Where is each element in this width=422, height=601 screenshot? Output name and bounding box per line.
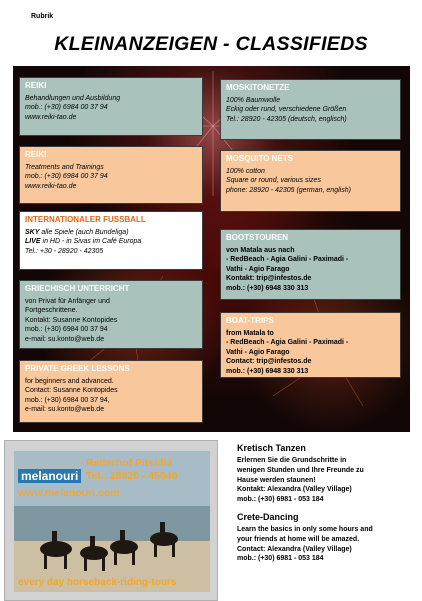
ad-greek-de-title: GRIECHISCH UNTERRICHT bbox=[25, 284, 130, 293]
ad-football-line1: alle Spiele (auch Bundeliga) bbox=[39, 228, 129, 236]
horse-riding-ad bbox=[4, 440, 218, 601]
ad-football-sky: SKY bbox=[25, 228, 40, 236]
ad-dance-de-line3: Hause werden staunen! bbox=[237, 476, 316, 484]
ad-dance-de bbox=[237, 442, 417, 505]
ad-dance-en bbox=[237, 511, 417, 564]
ad-boat-en-contact: Contact: trip@infestos.de bbox=[226, 358, 312, 366]
ad-boat-en-title: BOAT-TRIPS bbox=[226, 316, 274, 325]
ad-boat-de-title: BOOTSTOUREN bbox=[226, 233, 289, 242]
ad-dance-en-line1: Learn the basics in only some hours and bbox=[237, 526, 373, 534]
ad-mosquito-de-line2: Eckig oder rund, verschiedene Größen bbox=[226, 106, 347, 114]
ad-dance-de-line1: Erlernen Sie die Grundschritte in bbox=[237, 457, 347, 465]
ad-reiki-en bbox=[19, 146, 203, 204]
ad-dance-de-line2: wenigen Stunden und Ihre Freunde zu bbox=[237, 467, 364, 475]
ad-football bbox=[19, 211, 203, 270]
ad-greek-en-email: e-mail: su.konto@web.de bbox=[25, 406, 105, 414]
ad-greek-en bbox=[19, 360, 203, 423]
ad-greek-en-line1: for beginners and advanced. bbox=[25, 377, 114, 385]
ad-boat-en-line2: - RedBeach - Agia Galini - Paximadi - bbox=[226, 339, 349, 347]
ad-mosquito-en bbox=[220, 150, 401, 212]
ad-boat-en-line1: from Matala to bbox=[226, 329, 274, 337]
ad-greek-de-line1: von Privat für Anfänger und bbox=[25, 297, 110, 305]
ad-football-live: LIVE bbox=[25, 238, 41, 246]
ad-mosquito-en-line1: 100% cotton bbox=[226, 167, 265, 175]
ad-dance-en-phone: mob.: (+30) 6981 - 053 184 bbox=[237, 555, 324, 563]
ad-reiki-de-line1: Behandlungen und Ausbildung bbox=[25, 94, 121, 102]
horse-farm-name: Reiterhof Pitsidia bbox=[86, 457, 173, 469]
ad-mosquito-en-title: MOSQUITO NETS bbox=[226, 154, 293, 163]
ad-mosquito-de-title: MOSKITONETZE bbox=[226, 83, 290, 92]
ad-greek-de-line2: Fortgeschrittene. bbox=[25, 307, 78, 315]
ad-reiki-en-title: REIKI bbox=[25, 150, 47, 159]
ad-boat-de-line1: von Matala aus nach bbox=[226, 246, 295, 254]
ad-greek-de-contact: Kontakt: Susanne Kontopides bbox=[25, 316, 118, 324]
ad-boat-de-contact: Kontakt: trip@infestos.de bbox=[226, 275, 312, 283]
ad-boat-de bbox=[220, 229, 401, 300]
rubrik-label: Rubrik bbox=[31, 13, 54, 20]
ad-dance-de-title: Kretisch Tanzen bbox=[237, 443, 306, 453]
ad-mosquito-de bbox=[220, 79, 401, 140]
ad-dance-de-contact: Kontakt: Alexandra (Valley Village) bbox=[237, 486, 352, 494]
horse-brand-logo: melanouri bbox=[18, 469, 81, 483]
ad-boat-de-line2: - RedBeach - Agia Galini - Paximadi - bbox=[226, 256, 349, 264]
ad-greek-en-title: PRIVATE GREEK LESSONS bbox=[25, 364, 130, 373]
ad-reiki-en-web: www.reiki-tao.de bbox=[25, 182, 77, 190]
ad-boat-de-phone: mob.: (+30) 6948 330 313 bbox=[226, 284, 309, 292]
ad-reiki-de-phone: mob.: (+30) 6984 00 37 94 bbox=[25, 104, 108, 112]
ad-greek-en-phone: mob.: (+30) 6984 00 37 94, bbox=[25, 396, 110, 404]
ad-reiki-en-line1: Treatments and Trainings bbox=[25, 163, 104, 171]
ad-boat-en-phone: mob.: (+30) 6948 330 313 bbox=[226, 367, 309, 375]
page-title: KLEINANZEIGEN - CLASSIFIEDS bbox=[54, 33, 368, 55]
ad-reiki-en-phone: mob.: (+30) 6984 00 37 94 bbox=[25, 173, 108, 181]
horse-photo bbox=[14, 451, 210, 592]
ad-mosquito-de-line1: 100% Baumwolle bbox=[226, 96, 281, 104]
ad-dance-en-title: Crete-Dancing bbox=[237, 512, 299, 522]
ad-greek-de-phone: mob.: (+30) 6984 00 37 94 bbox=[25, 326, 108, 334]
ad-greek-de bbox=[19, 280, 203, 349]
ad-mosquito-en-line2: Square or round, various sizes bbox=[226, 177, 321, 185]
ad-greek-de-email: e-mail: su.konto@web.de bbox=[25, 335, 105, 343]
horse-farm-slogan: every day horseback-riding-tours bbox=[18, 577, 177, 588]
ad-reiki-de-web: www.reiki-tao.de bbox=[25, 113, 77, 121]
ad-boat-de-line3: Vathi - Agio Farago bbox=[226, 265, 290, 273]
ad-dance-de-phone: mob.: (+30) 6981 - 053 184 bbox=[237, 496, 324, 504]
ad-greek-en-contact: Contact: Susanne Kontopides bbox=[25, 387, 118, 395]
ad-football-phone: Tel.: +30 - 28920 - 42305 bbox=[25, 247, 104, 255]
horse-farm-phone: Tel.: 28920 - 45040 bbox=[86, 470, 178, 482]
ad-football-line2: in HD - in Sivas im Café Europa bbox=[40, 238, 142, 246]
ad-dance-en-contact: Contact: Alexandra (Valley Village) bbox=[237, 545, 352, 553]
ad-mosquito-de-phone: Tel.: 28920 - 42305 (deutsch, englisch) bbox=[226, 115, 347, 123]
ad-reiki-de bbox=[19, 77, 203, 136]
ad-football-title: INTERNATIONALER FUSSBALL bbox=[25, 215, 146, 224]
ad-dance-en-line2: your friends at home will be amazed. bbox=[237, 536, 360, 544]
fireworks-background bbox=[13, 66, 410, 432]
ad-boat-en bbox=[220, 312, 401, 378]
horse-farm-website: www.melanouri.com bbox=[18, 487, 120, 499]
ad-boat-en-line3: Vathi - Agio Farago bbox=[226, 348, 290, 356]
ad-reiki-de-title: REIKI bbox=[25, 81, 47, 90]
ad-mosquito-en-phone: phone: 28920 - 42305 (german, english) bbox=[226, 186, 351, 194]
